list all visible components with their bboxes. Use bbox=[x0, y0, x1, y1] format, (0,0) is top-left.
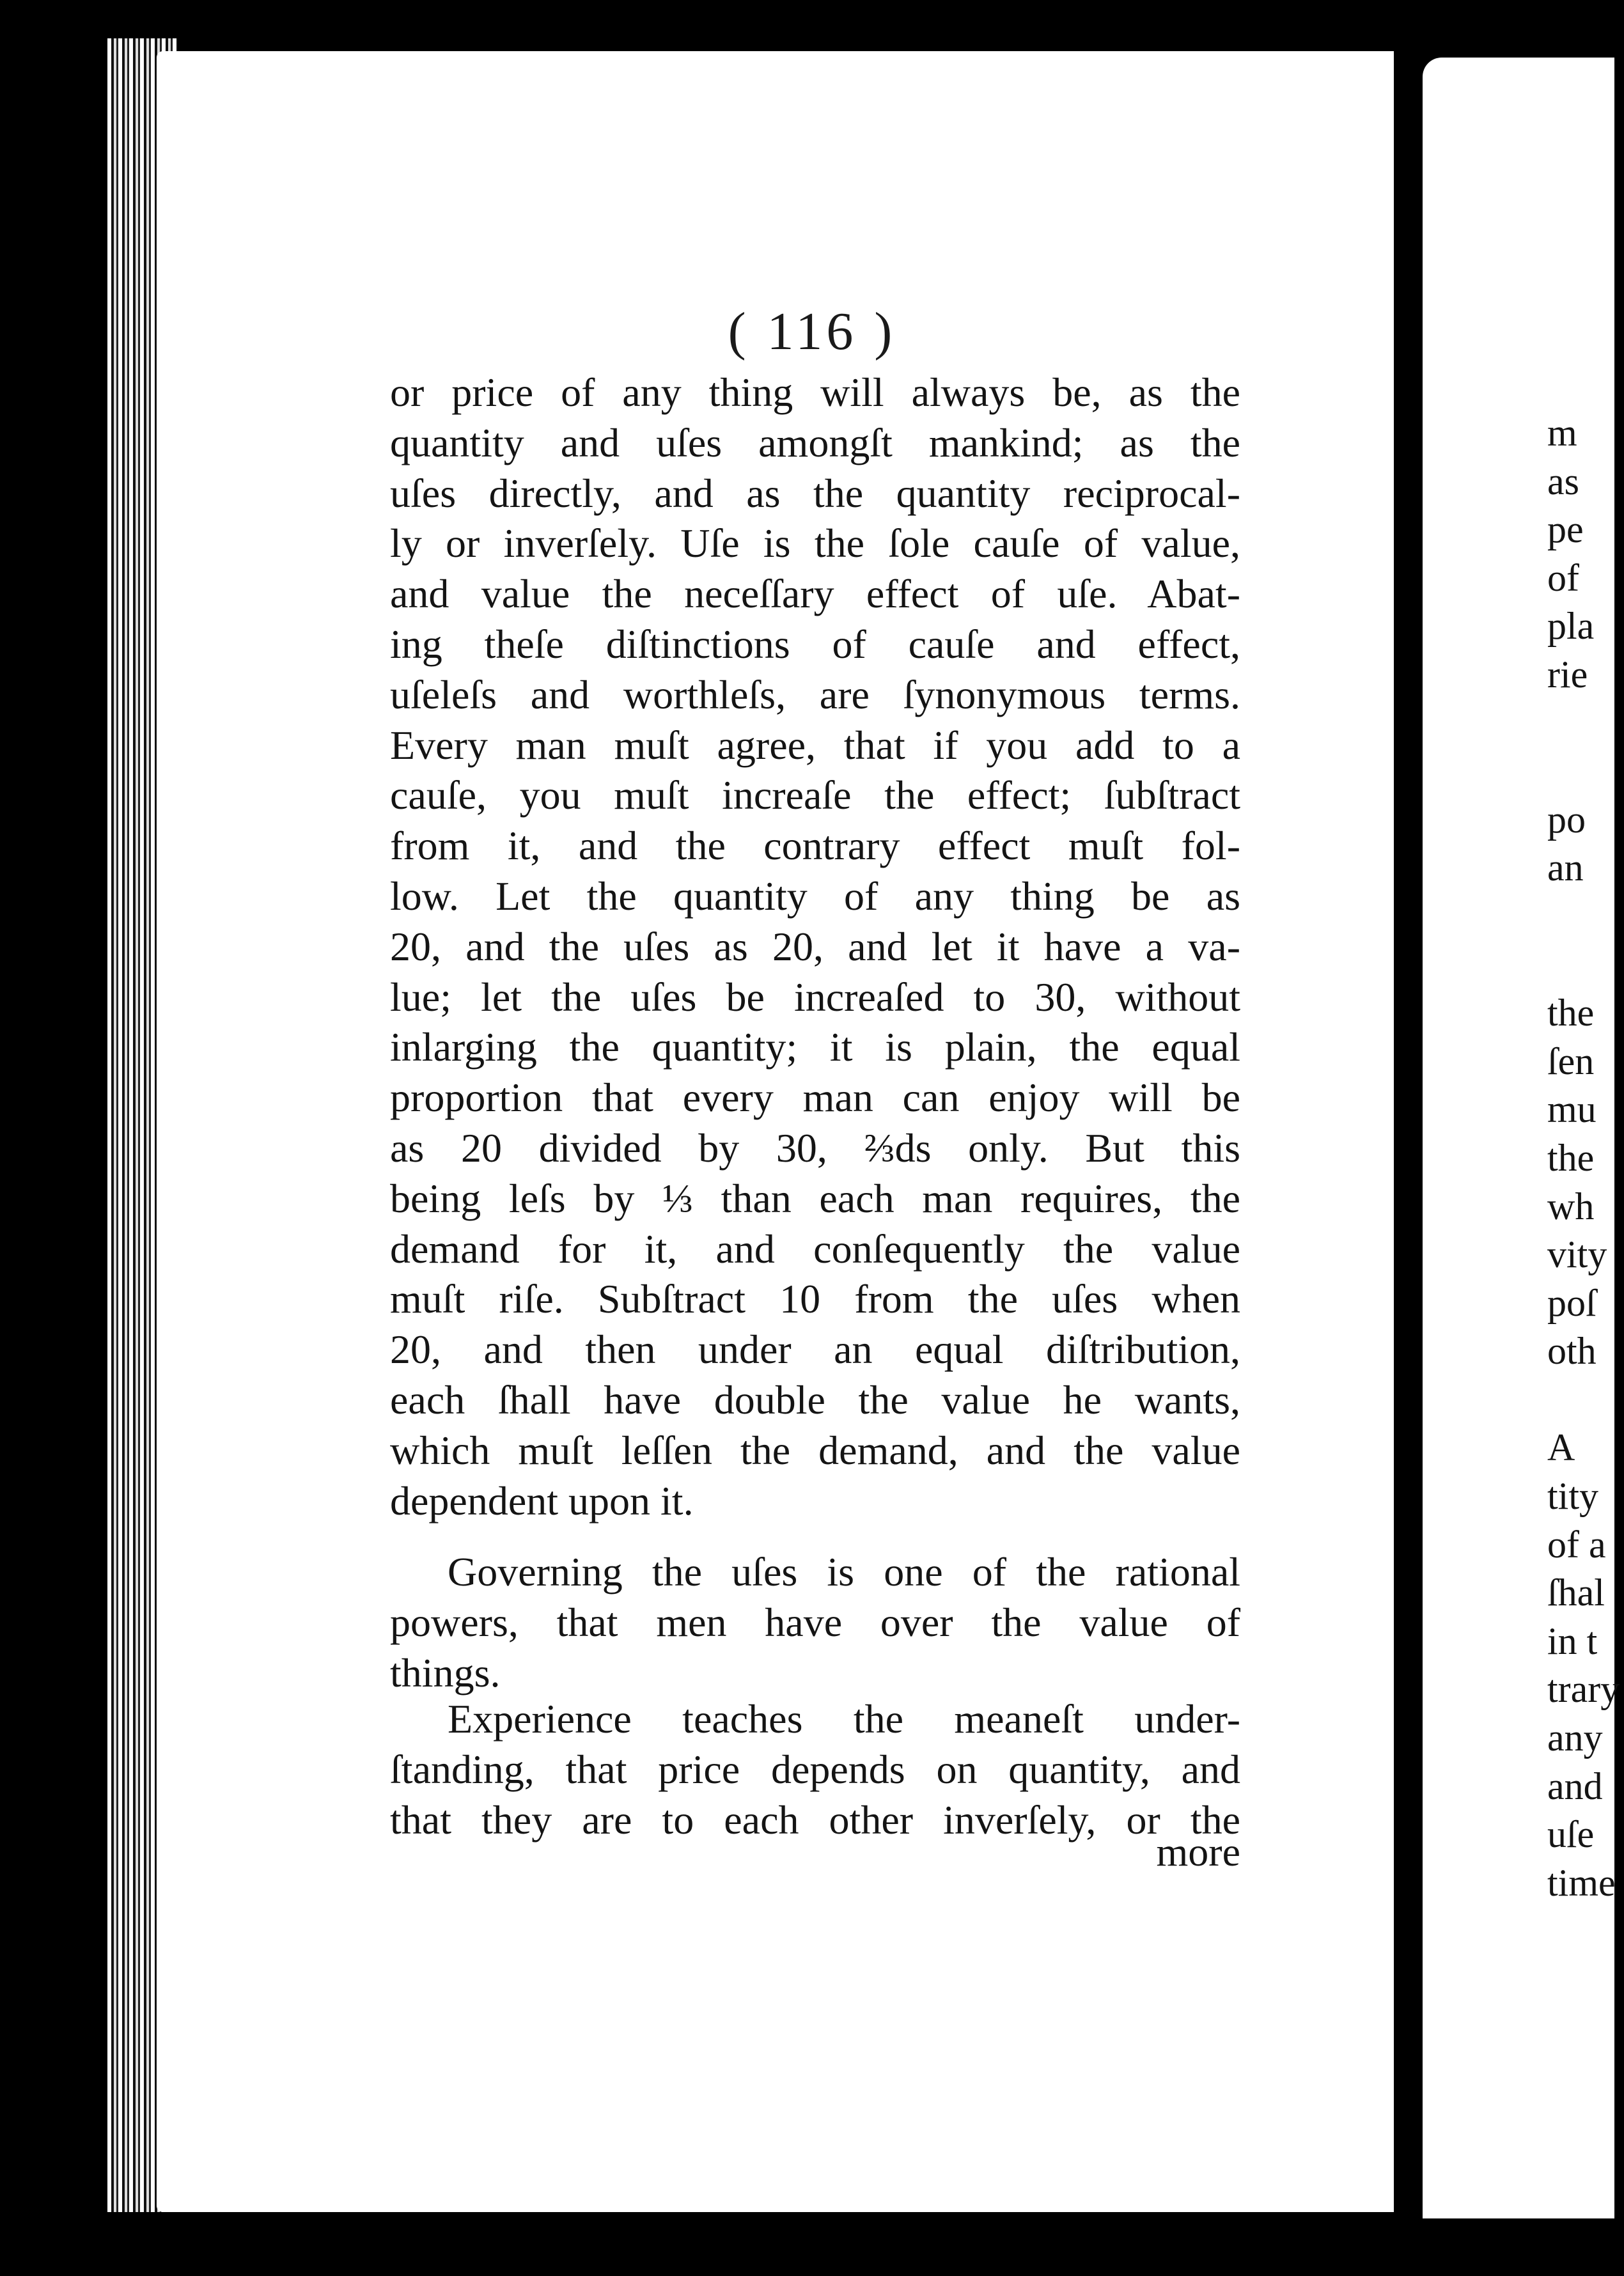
text-line: Governing the uſes is one of the rational bbox=[448, 1549, 1240, 1594]
text-line: dependent upon it. bbox=[390, 1477, 694, 1524]
text-line: quantity and uſes amongſt mankind; as the bbox=[390, 419, 1240, 465]
right-page-fragment: an bbox=[1547, 846, 1584, 889]
text-line: cauſe, you muſt increaſe the effect; ſubſtract bbox=[390, 772, 1240, 818]
page-number: ( 116 ) bbox=[728, 302, 896, 361]
text-line: and value the neceſſary effect of uſe. Abat- bbox=[390, 571, 1240, 617]
right-page-fragment: pla bbox=[1547, 605, 1595, 648]
text-line: lue; let the uſes be increaſed to 30, without bbox=[390, 974, 1240, 1020]
paragraph-2 bbox=[390, 1547, 1240, 1698]
right-page-fragment: as bbox=[1547, 460, 1579, 503]
text-line: 20, and the uſes as 20, and let it have a va- bbox=[390, 923, 1240, 969]
text-line: proportion that every man can enjoy will be bbox=[390, 1075, 1240, 1121]
text-line: Every man muſt agree, that if you add to a bbox=[390, 722, 1240, 768]
text-line: or price of any thing will always be, as the bbox=[390, 370, 1240, 415]
text-line: low. Let the quantity of any thing be as bbox=[390, 873, 1240, 919]
text-line: as 20 divided by 30, ⅔ds only. But this bbox=[390, 1125, 1240, 1171]
right-page-fragment: trary bbox=[1547, 1668, 1620, 1711]
right-page-fragment: mu bbox=[1547, 1088, 1597, 1131]
right-page-fragment: ſhal bbox=[1547, 1571, 1605, 1614]
right-page-fragment: time bbox=[1547, 1861, 1616, 1904]
right-page-fragment: rie bbox=[1547, 653, 1588, 696]
text-line: ing theſe diſtinctions of cauſe and effect, bbox=[390, 621, 1240, 667]
right-page-fragment: poſ bbox=[1547, 1281, 1597, 1324]
right-page-fragment: tity bbox=[1547, 1475, 1599, 1518]
text-line: inlarging the quantity; it is plain, the equal bbox=[390, 1024, 1240, 1070]
right-page-fragment: pe bbox=[1547, 508, 1584, 551]
right-page-fragment: wh bbox=[1547, 1185, 1595, 1228]
text-line: ſtanding, that price depends on quantity, and bbox=[390, 1746, 1240, 1792]
right-page-fragment: po bbox=[1547, 798, 1586, 841]
right-page-fragment: vity bbox=[1547, 1233, 1607, 1276]
text-line: being leſs by ⅓ than each man requires, the bbox=[390, 1175, 1240, 1221]
text-line: uſeleſs and worthleſs, are ſynonymous terms. bbox=[390, 671, 1240, 717]
right-page-fragment bbox=[1547, 892, 1611, 941]
right-page-fragment: the bbox=[1547, 992, 1595, 1034]
right-page-fragment bbox=[1547, 1376, 1611, 1424]
text-line: uſes directly, and as the quantity reciprocal- bbox=[390, 470, 1240, 516]
right-page-fragment: of a bbox=[1547, 1523, 1606, 1566]
right-page-fragment: any bbox=[1547, 1717, 1603, 1759]
text-line: which muſt leſſen the demand, and the value bbox=[390, 1427, 1240, 1473]
right-page-fragment: uſe bbox=[1547, 1813, 1595, 1856]
text-line: ly or inverſely. Uſe is the ſole cauſe of value, bbox=[390, 520, 1240, 566]
right-page-fragment bbox=[1547, 699, 1611, 748]
right-page-fragment: in t bbox=[1547, 1619, 1598, 1662]
right-page-fragment: oth bbox=[1547, 1330, 1597, 1373]
right-page-fragment bbox=[1547, 941, 1611, 990]
text-line: from it, and the contrary effect muſt fol- bbox=[390, 823, 1240, 869]
text-line: demand for it, and conſequently the value bbox=[390, 1226, 1240, 1272]
right-page-fragment bbox=[1547, 747, 1611, 796]
text-line: Experience teaches the meaneſt under- bbox=[448, 1696, 1240, 1742]
right-page-fragment: ſen bbox=[1547, 1040, 1595, 1082]
paragraph-1 bbox=[390, 368, 1240, 1526]
text-line: powers, that men have over the value of bbox=[390, 1599, 1240, 1645]
text-line: things. bbox=[390, 1649, 501, 1695]
text-line: muſt riſe. Subſtract 10 from the uſes when bbox=[390, 1276, 1240, 1322]
right-page-fragment: the bbox=[1547, 1136, 1595, 1179]
right-page-fragment: A bbox=[1547, 1426, 1575, 1469]
text-line: that they are to each other inverſely, or the bbox=[390, 1797, 1240, 1843]
right-page-fragments bbox=[1547, 409, 1620, 1907]
catchword: more bbox=[1156, 1829, 1240, 1875]
right-page-fragment: and bbox=[1547, 1765, 1603, 1807]
text-line: 20, and then under an equal diſtribution, bbox=[390, 1327, 1240, 1373]
right-page-fragment: of bbox=[1547, 556, 1579, 599]
paragraph-3 bbox=[390, 1694, 1240, 1845]
text-line: each ſhall have double the value he wants, bbox=[390, 1376, 1240, 1422]
right-page-fragment: m bbox=[1547, 412, 1577, 454]
